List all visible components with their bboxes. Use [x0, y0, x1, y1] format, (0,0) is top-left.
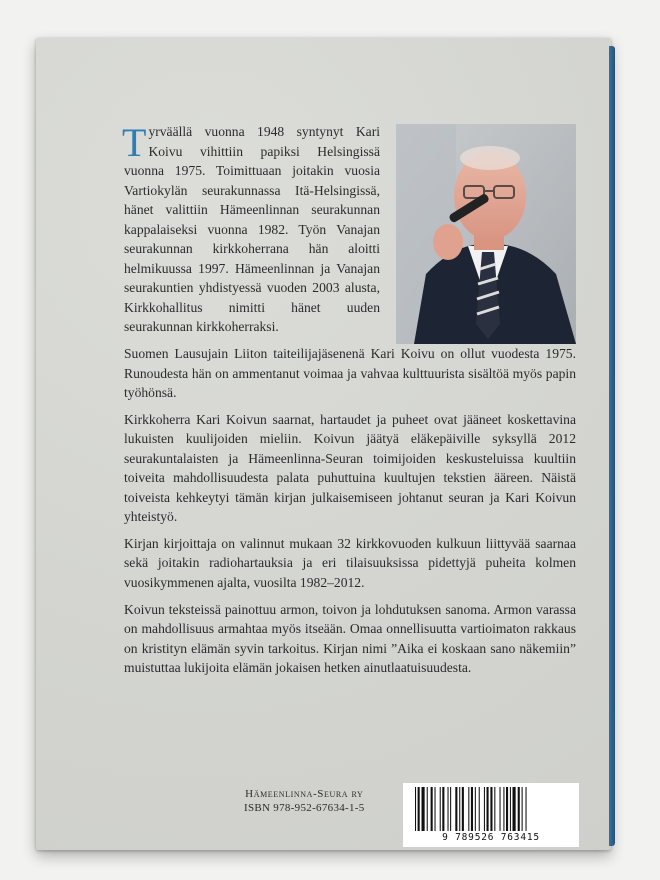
- barcode-bar: [513, 787, 516, 831]
- paragraph-text: yrväällä vuonna 1948 syntynyt Kari Koivu vihittiin papiksi Helsingissä vuonna 1975. Toimittuaan joitakin vuosia Vartiokylän seurakunnassa Itä-Helsingissä, hänet valittiin Hämeenlinnan seurakunnan kappalaiseksi vuonna 1982. Työn Vanajan seurakunnan kirkkoherrana hän aloitti helmikuussa 1997. Hämeenlinnan ja Vanajan seurakuntien yhdistyessä vuoden 2003 alusta, Kirkkohallitus nimitti hänet uuden seurakunnan kirkkoherraksi.: [124, 124, 380, 335]
- barcode-bar: [418, 787, 420, 831]
- paragraph-reciter: Suomen Lausujain Liiton taiteilijajäsenenä Kari Koivu on ollut vuodesta 1975. Runoudesta hän on ammentanut voimaa ja vahvaa kulttuurista sisältöä myös papin työhönsä.: [124, 346, 576, 401]
- book-spine-edge: [609, 46, 615, 846]
- barcode-bar: [490, 787, 492, 831]
- barcode-bars: [413, 787, 569, 831]
- barcode-bar: [450, 787, 451, 831]
- barcode: [403, 783, 579, 847]
- book-back-cover: [36, 38, 611, 850]
- barcode-bar: [455, 787, 457, 831]
- barcode-bar: [440, 787, 441, 831]
- barcode-bar: [500, 787, 501, 831]
- barcode-bar: [422, 787, 425, 831]
- paragraph-sermons: Kirkkoherra Kari Koivun saarnat, hartaudet ja puheet ovat jääneet koskettavina lukuisten kuulijoiden mieliin. Koivun jäätyä eläkepäiville syksyllä 2012 seurakuntalaisten ja Hämeenlinna-Seuran toimijoiden keskusteluissa kuultiin toiveita mahdollisuudesta palata puhuttuina kuultujen tekstien ääreen. Näistä toiveista kehkeytyi tämän kirjan julkaisemiseen johtanut seuran ja Kari Koivun yhteistyö.: [124, 411, 576, 525]
- barcode-bar: [415, 787, 416, 831]
- barcode-bar: [462, 787, 464, 831]
- barcode-bar: [471, 787, 473, 831]
- barcode-bar: [526, 787, 527, 831]
- barcode-bar: [435, 787, 436, 831]
- barcode-bar: [522, 787, 523, 831]
- publisher-name: Hämeenlinna-Seura ry: [245, 788, 364, 800]
- barcode-digits: 9 789526 763415: [442, 832, 540, 843]
- barcode-bar: [442, 787, 444, 831]
- barcode-bar: [494, 787, 495, 831]
- back-cover-text: [124, 122, 576, 685]
- barcode-bar: [475, 787, 476, 831]
- barcode-bar: [487, 787, 489, 831]
- barcode-bar: [431, 787, 433, 831]
- barcode-bar: [510, 787, 511, 831]
- paragraph-bio: [124, 122, 380, 337]
- barcode-bar: [506, 787, 508, 831]
- barcode-bar: [484, 787, 485, 831]
- drop-cap: T: [122, 120, 147, 165]
- paragraph-message: Koivun teksteissä painottuu armon, toivon ja lohdutuksen sanoma. Armon varassa on mahdollisuus armahtaa myös itseään. Omaa onnellisuutta vartioimaton rakkaus on kristityn elämän syvin tarkoitus. Kirjan nimi ”Aika ei koskaan sano näkemiin” muistuttaa lukijoita elämän jokaisen hetken ainutlaatuisuudesta.: [124, 601, 576, 676]
- barcode-bar: [459, 787, 460, 831]
- publisher-info: [244, 787, 365, 815]
- isbn: ISBN 978-952-67634-1-5: [244, 802, 365, 814]
- barcode-bar: [448, 787, 449, 831]
- barcode-bar: [479, 787, 480, 831]
- barcode-bar: [427, 787, 428, 831]
- barcode-bar: [468, 787, 469, 831]
- paragraph-contents: Kirjan kirjoittaja on valinnut mukaan 32 kirkkovuoden kulkuun liittyvää saarnaa sekä joitakin radiohartauksia ja eri tilaisuuksissa pidettyjä puheita kolmen vuosikymmenen ajalta, vuosilta 1982–2012.: [124, 535, 576, 591]
- barcode-bar: [503, 787, 504, 831]
- barcode-bar: [518, 787, 520, 831]
